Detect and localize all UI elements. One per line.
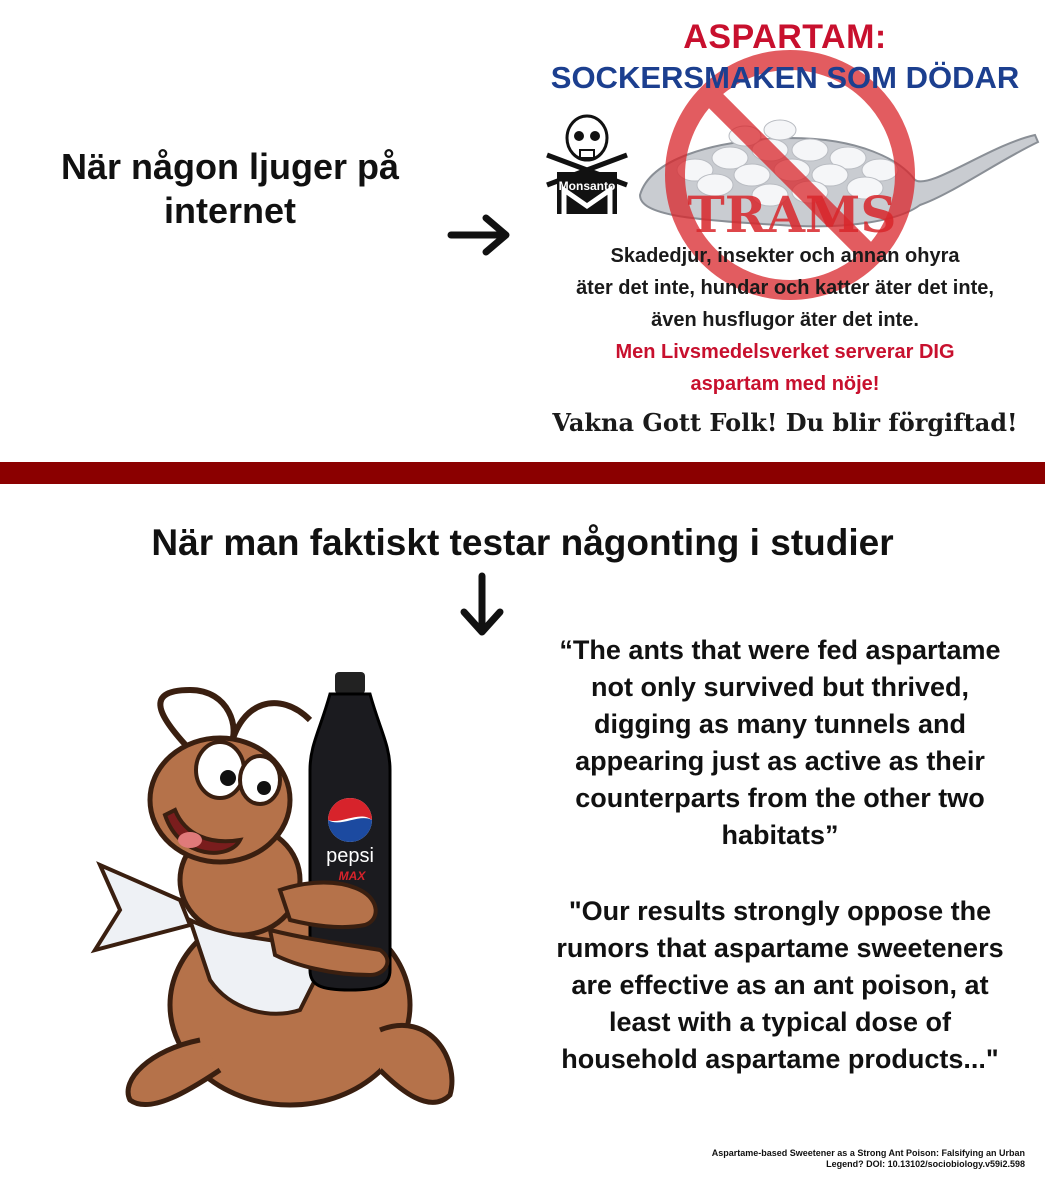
poster-footer-slogan: Vakna Gott Folk! Du blir förgiftad! [552,408,1018,437]
bottom-heading: När man faktiskt testar någonting i studier [151,522,894,563]
cartoon-ant-with-pepsi-bottle [80,650,520,1120]
poster-body-line: även husflugor äter det inte. [651,309,919,331]
monsanto-skull-logo [547,116,627,214]
pepsi-max-label: MAX [338,869,366,883]
pepsi-label: pepsi [326,845,374,867]
poster-body-line: äter det inte, hundar och katter äter det inte, [576,277,994,299]
trams-stamp: TRAMS [687,185,897,244]
citation-line: Aspartame-based Sweetener as a Strong Ant Poison: Falsifying an Urban [711,1148,1025,1158]
poster-title-aspartam: ASPARTAM: [683,18,887,56]
poster-red-line: Men Livsmedelsverket serverar DIG [615,341,955,363]
citation [600,1148,1025,1170]
monsanto-label: Monsanto [558,179,616,193]
poster-body-text [530,240,1040,400]
poster-title-subtitle: SOCKERSMAKEN SOM DÖDAR [550,60,1020,95]
arrow-down-icon [452,572,512,642]
study-quote-1: “The ants that were fed aspartame not only survived but thrived, digging as many tunnels and appearing just as active as their counterparts from the other two habitats” [559,635,1001,850]
citation-line: Legend? DOI: 10.13102/sociobiology.v59i2.598 [826,1159,1025,1169]
poster-red-line: aspartam med nöje! [690,373,880,395]
poster-body-line: Skadedjur, insekter och annan ohyra [610,245,960,267]
study-quote-2: "Our results strongly oppose the rumors that aspartame sweeteners are effective as an ant poison, at least with a typical dose of household aspartame products..." [556,896,1004,1074]
arrow-right-icon [446,210,516,260]
section-divider [0,462,1045,484]
top-left-statement: När någon ljuger på internet [60,146,400,231]
